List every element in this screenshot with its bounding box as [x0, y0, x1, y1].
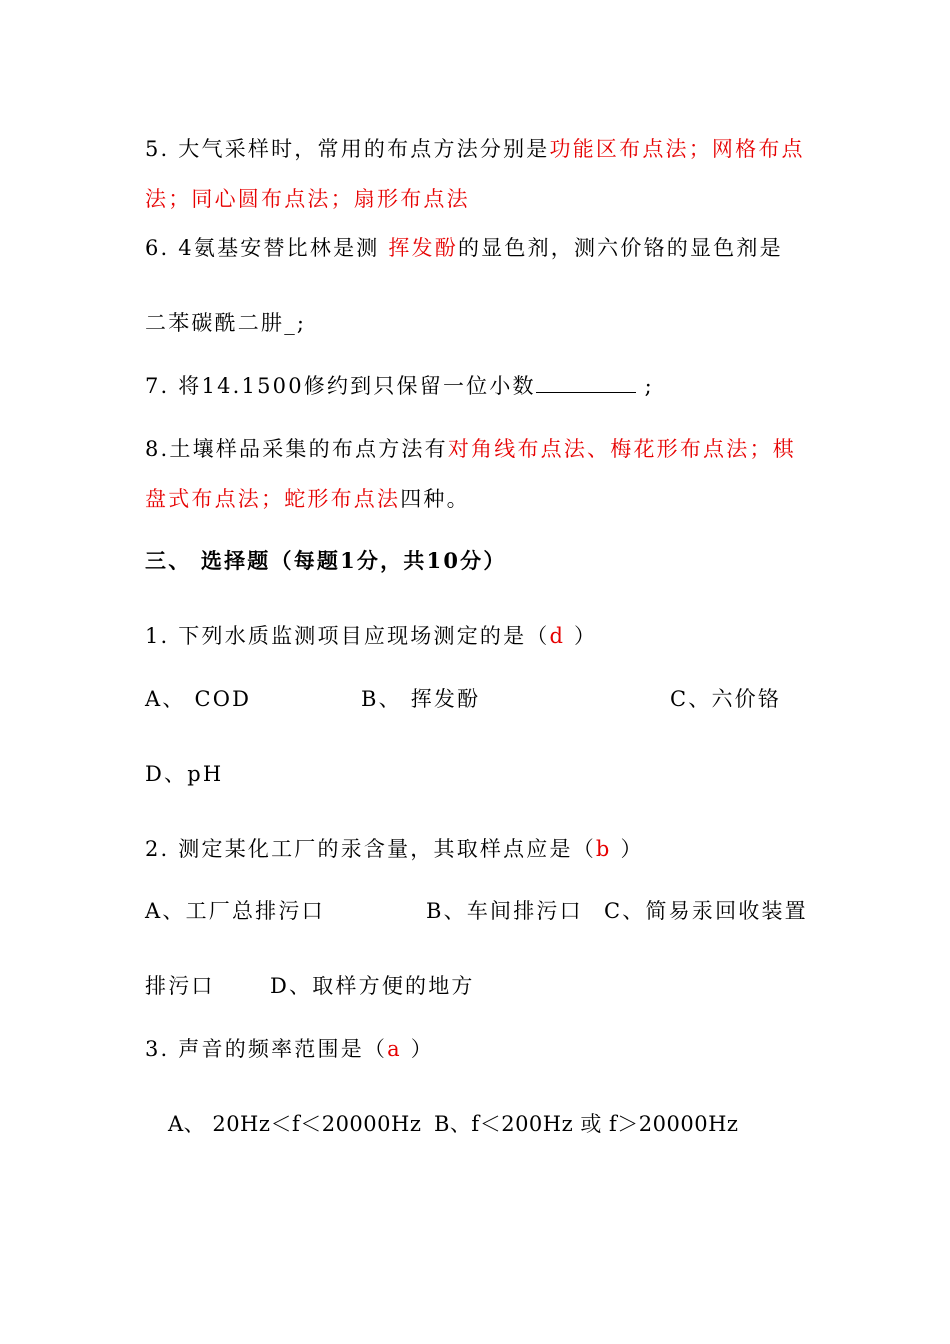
choice-q1-stem [145, 621, 597, 651]
q8-line1 [145, 434, 796, 464]
q7-end: ; [635, 374, 654, 398]
choice-q3-option-b: B、f＜200Hz 或 f＞20000Hz [434, 1112, 739, 1136]
q6-line1 [145, 233, 783, 263]
choice-q3-option-a: A、 20Hz＜f＜20000Hz [168, 1112, 422, 1136]
choice-q3-stem [145, 1034, 434, 1064]
choice-q2-option-d: D、取样方便的地方 [270, 974, 475, 998]
choice-q1-option-a: A、 COD [145, 687, 252, 711]
choice-q2-option-a: A、工厂总排污口 [145, 899, 325, 923]
choice-q1-answer: d [549, 624, 566, 648]
choice-q3-text: 3. 声音的频率范围是（ [145, 1037, 388, 1061]
choice-q1-option-c: C、六价铬 [670, 687, 782, 711]
choice-q2-close: ） [611, 837, 644, 861]
section-heading [145, 546, 507, 576]
q6-suffix: 的显色剂，测六价铬的显色剂是 [457, 236, 783, 260]
q8-prefix: 8.土壤样品采集的布点方法有 [145, 437, 448, 461]
q6-second-reagent: 二苯碳酰二肼_; [145, 311, 307, 335]
choice-q3-answer: a [387, 1037, 402, 1061]
choice-q3-close: ） [401, 1037, 434, 1061]
choice-q1-option-d: D、pH [145, 762, 224, 786]
q5-prefix: 5. 大气采样时，常用的布点方法分别是 [145, 137, 550, 161]
section-title: 三、 选择题（每题1分，共10分） [145, 548, 507, 573]
choice-q2-option-b: B、车间排污口 [426, 899, 583, 923]
q8-answer-part2: 盘式布点法；蛇形布点法 [145, 487, 401, 511]
choice-q1-option-b: B、 挥发酚 [361, 687, 481, 711]
q5-answer-part2: 法；同心圆布点法；扇形布点法 [145, 187, 470, 211]
q5-line2 [145, 184, 470, 214]
q5-answer-part1: 功能区布点法；网格布点 [549, 137, 805, 161]
q8-suffix: 四种。 [400, 487, 470, 511]
choice-q2-option-c: C、简易汞回收装置 [604, 899, 808, 923]
q6-answer: 挥发酚 [388, 236, 458, 260]
choice-q1-options-row2 [145, 759, 223, 789]
choice-q2-answer: b [595, 837, 612, 861]
q8-answer-part1: 对角线布点法、梅花形布点法；棋 [447, 437, 796, 461]
choice-q1-text: 1. 下列水质监测项目应现场测定的是（ [145, 624, 550, 648]
choice-q1-close: ） [565, 624, 598, 648]
q5-line1 [145, 134, 805, 164]
q8-line2 [145, 484, 470, 514]
q6-prefix: 6. 4氨基安替比林是测 [145, 236, 389, 260]
choice-q2-stem [145, 834, 644, 864]
q7-line [145, 371, 654, 401]
q6-line2 [145, 308, 306, 338]
q7-text: 7. 将14.1500修约到只保留一位小数 [145, 374, 536, 398]
choice-q2-option-c-cont: 排污口 [145, 974, 215, 998]
choice-q2-text: 2. 测定某化工厂的汞含量，其取样点应是（ [145, 837, 596, 861]
q7-blank [536, 372, 636, 393]
